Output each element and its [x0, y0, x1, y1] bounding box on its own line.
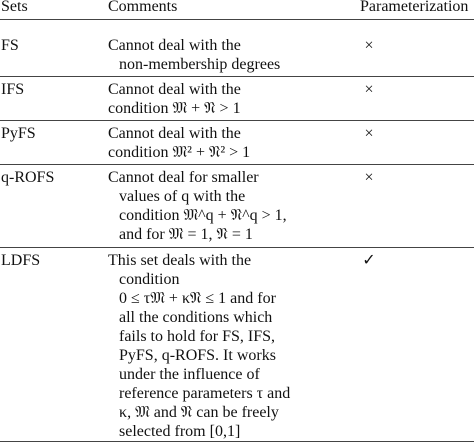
row-fs-parameterization-mark: × — [364, 37, 374, 54]
comment-line: Cannot deal with the — [108, 125, 241, 142]
comment-line: This set deals with the — [108, 252, 252, 269]
row-ifs-set: IFS — [1, 81, 25, 98]
comment-line: fails to hold for FS, IFS, — [119, 328, 276, 345]
comment-line: condition 𝔐 + 𝔑 > 1 — [108, 100, 241, 117]
row-rule — [0, 76, 474, 77]
row-ldfs-set: LDFS — [1, 252, 41, 269]
comment-line: condition 𝔐^q + 𝔑^q > 1, — [119, 207, 287, 224]
comment-line: all the conditions which — [119, 309, 273, 326]
comment-line: reference parameters τ and — [119, 385, 291, 402]
row-fs-comment — [108, 36, 280, 74]
row-rule — [0, 120, 474, 121]
comment-line: selected from [0,1] — [119, 423, 241, 440]
comment-line: values of q with the — [119, 188, 246, 205]
comment-line: under the influence of — [119, 366, 260, 383]
comment-line: condition — [119, 271, 180, 288]
row-ldfs-parameterization-mark: ✓ — [362, 252, 376, 269]
header-rule — [0, 19, 474, 20]
header-comments: Comments — [108, 0, 178, 15]
row-qrofs-parameterization-mark: × — [364, 169, 374, 186]
row-rule — [0, 247, 474, 248]
row-qrofs-set: q-ROFS — [1, 169, 55, 186]
row-pyfs-comment — [108, 124, 250, 162]
comment-line: PyFS, q-ROFS. It works — [119, 347, 276, 364]
row-pyfs-parameterization-mark: × — [364, 125, 374, 142]
row-ldfs-comment — [108, 251, 290, 441]
header-sets: Sets — [1, 0, 28, 15]
header-parameterization: Parameterization — [360, 0, 469, 15]
comment-line: Cannot deal for smaller — [108, 169, 259, 186]
comment-line: and for 𝔐 = 1, 𝔑 = 1 — [119, 226, 253, 243]
row-ifs-parameterization-mark: × — [364, 81, 374, 98]
comment-line: Cannot deal with the — [108, 81, 241, 98]
comment-line: κ, 𝔐 and 𝔑 can be freely — [119, 404, 279, 421]
comment-line: 0 ≤ τ𝔐 + κ𝔑 ≤ 1 and for — [119, 290, 276, 307]
comment-line: non-membership degrees — [119, 56, 281, 73]
row-rule — [0, 164, 474, 165]
row-ifs-comment — [108, 80, 241, 118]
row-pyfs-set: PyFS — [1, 125, 36, 142]
row-fs-set: FS — [1, 37, 19, 54]
comment-line: condition 𝔐² + 𝔑² > 1 — [108, 144, 251, 161]
row-qrofs-comment — [108, 168, 287, 244]
comment-line: Cannot deal with the — [108, 37, 241, 54]
